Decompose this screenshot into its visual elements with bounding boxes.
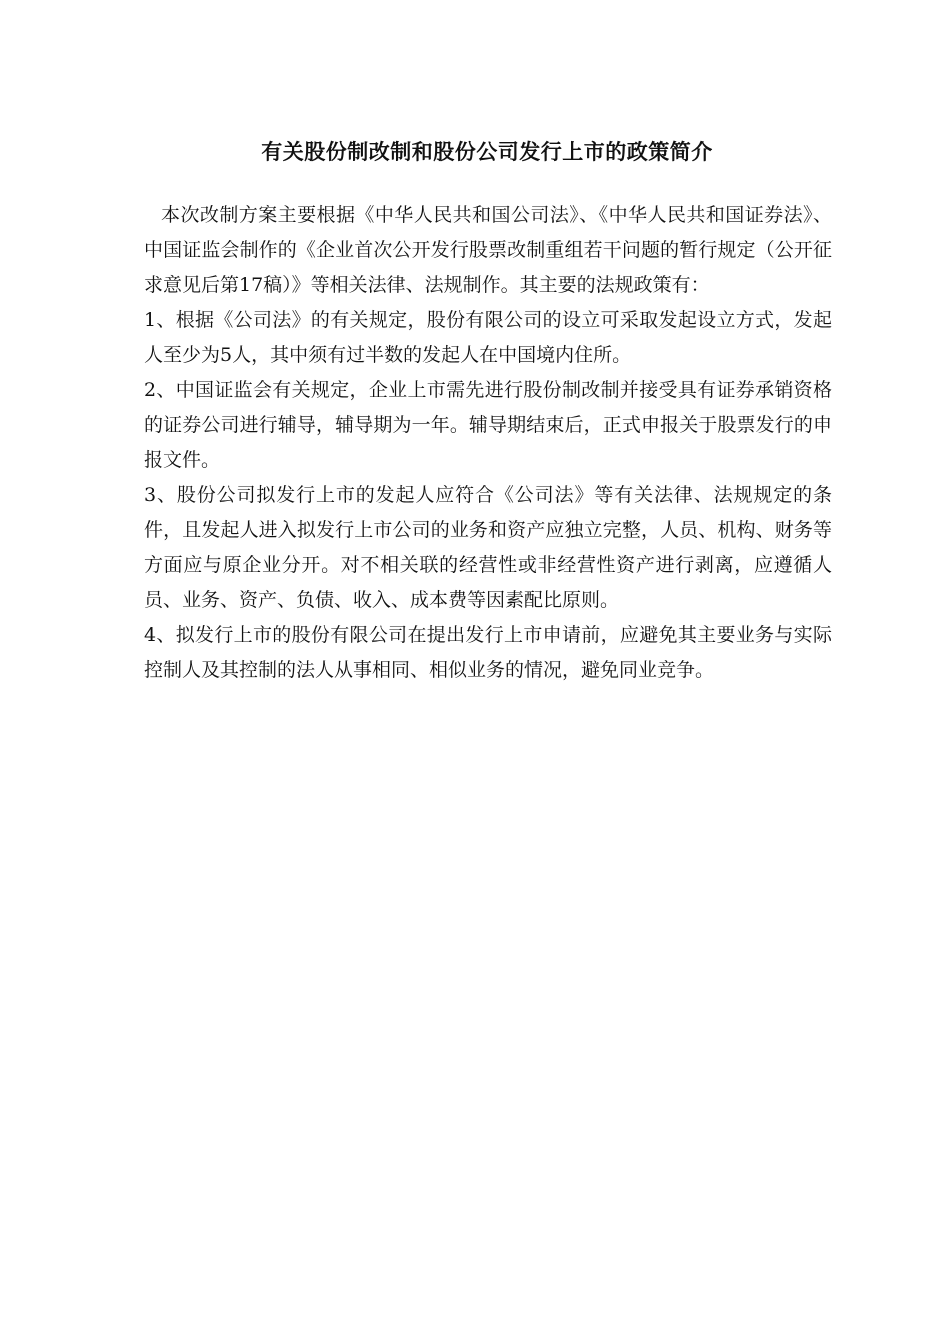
policy-item-1: 1、根据《公司法》的有关规定，股份有限公司的设立可采取发起设立方式，发起人至少为5人，其中须有过半数的发起人在中国境内住所。 xyxy=(144,309,832,366)
document-body xyxy=(144,198,832,688)
intro-paragraph: 本次改制方案主要根据《中华人民共和国公司法》、《中华人民共和国证券法》、中国证监会制作的《企业首次公开发行股票改制重组若干问题的暂行规定（公开征求意见后第17稿）》等相关法律、法规制作。其主要的法规政策有： xyxy=(144,204,832,296)
policy-item-4: 4、拟发行上市的股份有限公司在提出发行上市申请前，应避免其主要业务与实际控制人及其控制的法人从事相同、相似业务的情况，避免同业竞争。 xyxy=(144,624,832,681)
document-title: 有关股份制改制和股份公司发行上市的政策简介 xyxy=(261,140,713,164)
policy-item-3: 3、股份公司拟发行上市的发起人应符合《公司法》等有关法律、法规规定的条件，且发起人进入拟发行上市公司的业务和资产应独立完整，人员、机构、财务等方面应与原企业分开。对不相关联的经营性或非经营性资产进行剥离，应遵循人员、业务、资产、负债、收入、成本费等因素配比原则。 xyxy=(144,484,832,611)
policy-item-2: 2、中国证监会有关规定，企业上市需先进行股份制改制并接受具有证券承销资格的证券公司进行辅导，辅导期为一年。辅导期结束后，正式申报关于股票发行的申报文件。 xyxy=(144,379,832,471)
